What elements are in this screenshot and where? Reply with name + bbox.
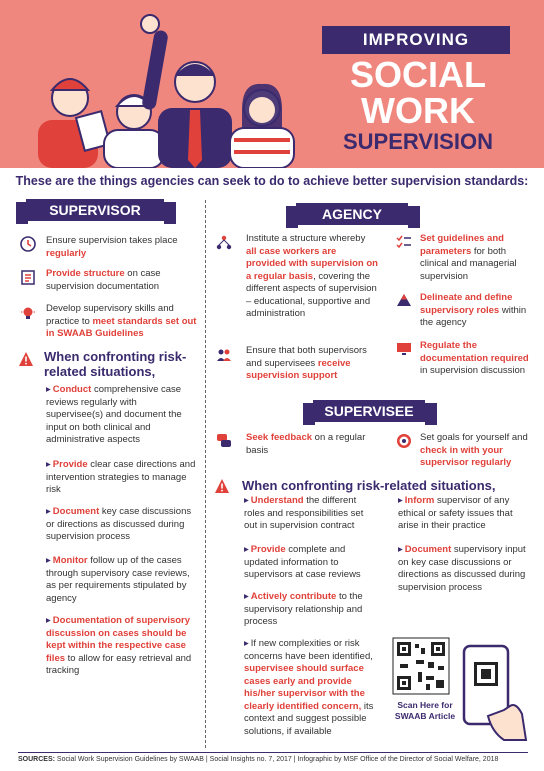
supervisee-risk-heading: When confronting risk-related situations, (242, 478, 496, 493)
banner-tail (164, 202, 176, 224)
title-social: SOCIAL (349, 54, 486, 95)
header-banner (0, 0, 544, 168)
title-supervision: SUPERVISION (343, 129, 493, 154)
chat-icon (216, 433, 232, 449)
agency-banner: AGENCY (296, 203, 408, 225)
lightbulb-icon (20, 305, 36, 321)
supervisor-risk-item-2: ▸ Provide clear case directions and intervention strategies to manage risk (46, 459, 196, 497)
banner-tail (425, 403, 437, 425)
supervisor-item-1: Ensure supervision takes place regularly (46, 235, 178, 259)
column-divider (205, 200, 206, 748)
supervisor-risk-heading: When confronting risk-related situations, (44, 349, 187, 379)
banner-tail (408, 206, 420, 228)
supervisee-left-item-4: ▸ If new complexities or risk concerns have been identified, supervisee should surface cases early and provide his/her supervisor with the clearly identified concern, its context and suggest possible solutions, if available (244, 638, 379, 738)
sources-text: Social Work Supervision Guidelines by SWAAB | Social Insights no. 7, 2017 | Infographic by MSF Office of the Director of Social Welfare, 2018 (54, 756, 499, 763)
warning-icon (18, 351, 34, 367)
agency-left-item-1: Institute a structure whereby all case workers are provided with supervision on a regular basis, covering the different aspects of supervision – educational, supportive and administration (246, 233, 378, 319)
pyramid-icon (396, 292, 412, 308)
supervisee-top-left: Seek feedback on a regular basis (246, 432, 366, 456)
checklist-icon (396, 234, 412, 250)
supervisor-item-3: Develop supervisory skills and practice to meet standards set out in SWAAB Guidelines (46, 303, 197, 339)
people-icon (216, 347, 232, 363)
sources-footer (18, 752, 528, 763)
supervisor-item-2: Provide structure on case supervision documentation (46, 268, 161, 292)
supervisee-left-item-2: ▸ Provide complete and updated information to supervisors at case reviews (244, 544, 379, 582)
agency-right-item-2: Delineate and define supervisory roles within the agency (420, 292, 527, 328)
monitor-icon (396, 341, 412, 357)
supervisee-top-right: Set goals for yourself and check in with your supervisor regularly (420, 432, 528, 468)
title-work: WORK (361, 90, 475, 131)
supervisee-banner: SUPERVISEE (313, 400, 425, 422)
agency-right-item-1: Set guidelines and parameters for both clinical and managerial supervision (420, 233, 517, 282)
supervisee-right-item-1: ▸ Inform supervisor of any ethical or safety issues that arise in their practice (398, 495, 532, 533)
supervisor-risk-item-4: ▸ Monitor follow up of the cases through supervisory case reviews, as per requirements stipulated by agency (46, 555, 196, 605)
scan-qr-caption: Scan Here for SWAAB Article (394, 700, 456, 721)
supervisee-right-item-2: ▸ Document supervisory input on key case discussions or directions as discussed during supervision process (398, 544, 532, 594)
supervisor-risk-item-1: ▸ Conduct comprehensive case reviews regularly with supervisee(s) and document the input on both clinical and administrative aspects (46, 384, 196, 447)
supervisor-risk-item-5: ▸ Documentation of supervisory discussion on cases should be kept within the respective case files to allow for easy retrieval and tracking (46, 615, 196, 678)
target-icon (396, 433, 412, 449)
hierarchy-icon (216, 235, 232, 251)
people-illustration (20, 10, 310, 168)
warning-icon (214, 478, 230, 494)
page-subtitle: These are the things agencies can seek to do to achieve better supervision standards: (15, 174, 529, 188)
clipboard-icon (20, 269, 36, 285)
supervisee-left-item-1: ▸ Understand the different roles and responsibilities set out in supervision contract (244, 495, 379, 533)
agency-right-item-3: Regulate the documentation required in supervision discussion (420, 340, 529, 376)
clock-icon (20, 236, 36, 252)
qr-code-phone-illustration[interactable] (392, 636, 532, 748)
agency-left-item-2: Ensure that both supervisors and supervisees receive supervision support (246, 345, 367, 381)
title-improving: IMPROVING (322, 26, 510, 54)
supervisor-banner: SUPERVISOR (26, 199, 164, 221)
sources-label: SOURCES: (18, 756, 55, 763)
supervisee-left-item-3: ▸ Actively contribute to the supervisory relationship and process (244, 591, 379, 629)
supervisor-risk-item-3: ▸ Document key case discussions or directions as discussed during supervision process (46, 506, 196, 544)
